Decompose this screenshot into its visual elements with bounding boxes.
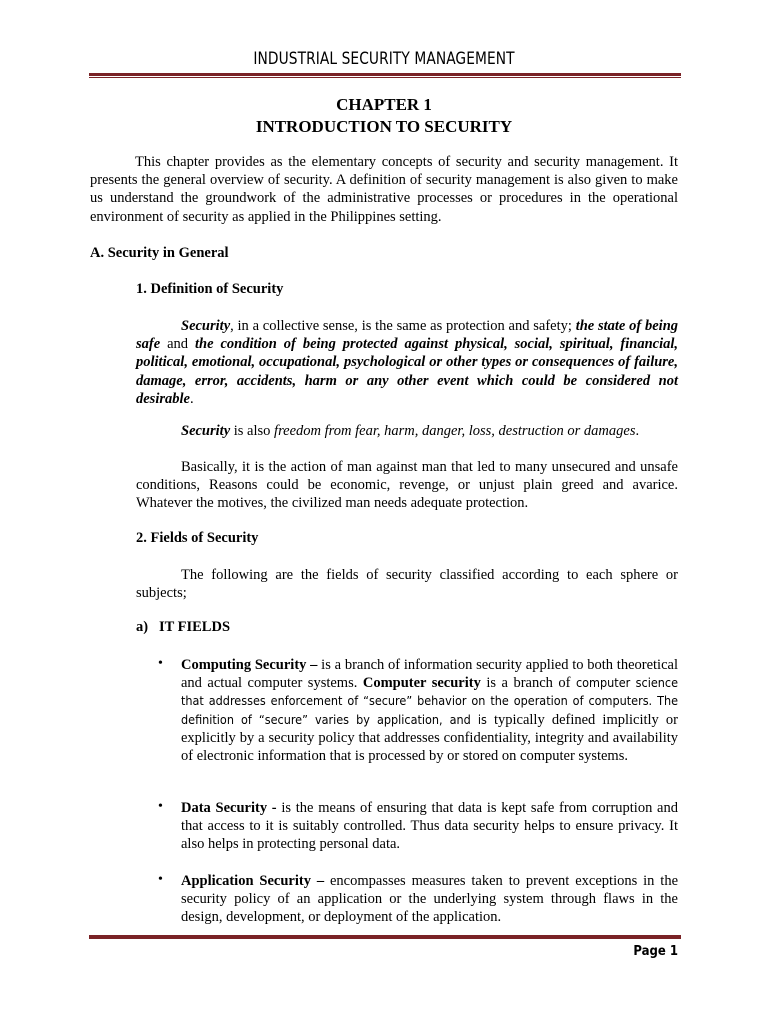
bullet-data-security: Data Security - is the means of ensuring that data is kept safe from corruption and that access to it is suitably controlled. Thus data security helps to ensure privacy. It also helps in protecting personal data.	[181, 800, 678, 853]
definition-emphasis-2: the condition of being protected against physical, social, spiritual, financial, political, emotional, occupational, psychological or other types or consequences of failure, damage, error, accidents, harm or any other event which could be considered not desirable	[136, 336, 678, 407]
bullet-icon: •	[158, 799, 163, 814]
it-fields-heading: a) IT FIELDS	[136, 619, 231, 635]
page-number: Page 1	[633, 944, 678, 959]
chapter-number: CHAPTER 1	[336, 95, 432, 114]
bullet-icon: •	[158, 872, 163, 887]
bullet-computing-security: Computing Security – is a branch of information security applied to both theoretical and actual computer systems. Computer security is a branch of computer science that addresses enforcement of “secure” behavior on the operation of computers. The definition of “secure” varies by application, and is typically defined implicitly or explicitly by a security policy that addresses confidentiality, integrity and availability of electronic information that is processed by or stored on computer systems.	[181, 657, 679, 765]
definition-freedom: freedom from fear, harm, danger, loss, destruction or damages	[274, 423, 636, 439]
header-title: INDUSTRIAL SECURITY MANAGEMENT	[253, 49, 515, 69]
fields-intro: The following are the fields of security classified according to each sphere or subjects;	[136, 567, 678, 602]
chapter-title: INTRODUCTION TO SECURITY	[255, 117, 513, 136]
bullet-application-security: Application Security – encompasses measures taken to prevent exceptions in the security policy of an application or the underlying system through flaws in the design, development, or deployment of the application.	[181, 873, 679, 926]
intro-paragraph: This chapter provides as the elementary concepts of security and security management. It presents the general overview of security. A definition of security management is also given to make us understand the groundwork of the administrative processes or procedures in the operational environment of security as applied in the Philippines setting.	[90, 154, 678, 225]
section-heading-a: A. Security in General	[90, 245, 229, 261]
definition-paragraph: Security, in a collective sense, is the same as protection and safety; the state of being safe and the condition of being protected against physical, social, spiritual, financial, political, emotional, occupational, psychological or other types or consequences of failure, damage, error, accidents, harm or any other event which could be considered not desirable.	[136, 318, 679, 407]
footer-rule	[89, 934, 681, 939]
subheading-definition: 1. Definition of Security	[136, 281, 284, 297]
definition-emphasis-1: the state of being safe	[136, 318, 679, 353]
definition-paragraph-2: Security is also freedom from fear, harm, danger, loss, destruction or damages.	[181, 423, 640, 439]
definition-term: Security	[181, 318, 231, 334]
bullet-icon: •	[158, 656, 163, 671]
definition-term-2: Security	[181, 423, 231, 439]
header-rule	[89, 73, 681, 78]
basically-paragraph: Basically, it is the action of man against man that led to many unsecured and unsafe conditions, Reasons could be economic, revenge, or unjust plain greed and avarice. Whatever the motives, the civilized man needs adequate protection.	[136, 459, 678, 512]
subheading-fields: 2. Fields of Security	[136, 530, 259, 546]
